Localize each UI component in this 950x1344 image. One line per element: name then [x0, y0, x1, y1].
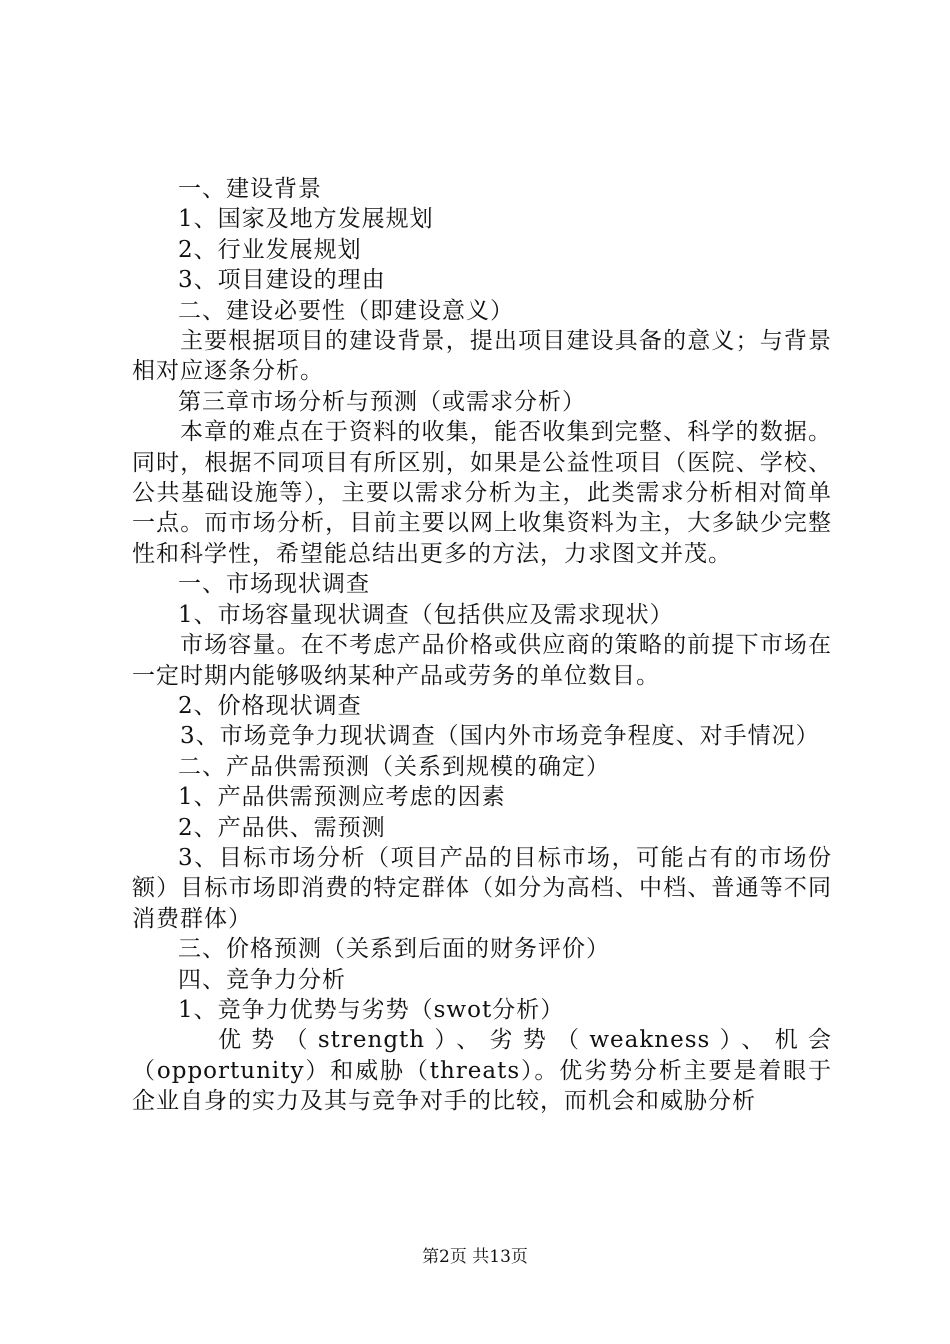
document-body	[132, 174, 832, 1117]
body-paragraph: 市场容量。在不考虑产品价格或供应商的策略的前提下市场在一定时期内能够吸纳某种产品或劳务的单位数目。	[132, 632, 832, 689]
list-item: 2、行业发展规划	[178, 236, 362, 263]
list-item: 1、国家及地方发展规划	[178, 206, 434, 233]
list-item: 1、市场容量现状调查（包括供应及需求现状）	[178, 601, 674, 628]
list-item: 1、产品供需预测应考虑的因素	[178, 784, 506, 811]
list-item: 1、竞争力优势与劣势（swot分析）	[178, 996, 565, 1023]
section-heading: 二、产品供需预测（关系到规模的确定）	[178, 753, 610, 780]
section-heading: 一、建设背景	[178, 176, 322, 202]
list-item: 3、目标市场分析（项目产品的目标市场，可能占有的市场份额）目标市场即消费的特定群体（如分为高档、中档、普通等不同消费群体）	[132, 844, 832, 932]
body-paragraph: 优势（strength）、劣势（weakness）、机会（opportunity）和威胁（threats）。优劣势分析主要是着眼于企业自身的实力及其与竞争对手的比较，而机会和威胁分析	[132, 1027, 832, 1115]
page-number-footer: 第2页 共13页	[422, 1247, 528, 1267]
section-heading: 三、价格预测（关系到后面的财务评价）	[178, 936, 610, 963]
body-paragraph: 主要根据项目的建设背景，提出项目建设具备的意义；与背景相对应逐条分析。	[132, 328, 832, 385]
list-item: 2、产品供、需预测	[178, 814, 386, 841]
list-item: 3、市场竞争力现状调查（国内外市场竞争程度、对手情况）	[180, 723, 820, 750]
section-heading: 二、建设必要性（即建设意义）	[178, 297, 514, 324]
section-heading: 四、竞争力分析	[178, 966, 346, 993]
list-item: 2、价格现状调查	[178, 692, 362, 719]
body-paragraph: 本章的难点在于资料的收集，能否收集到完整、科学的数据。同时，根据不同项目有所区别，如果是公益性项目（医院、学校、公共基础设施等），主要以需求分析为主，此类需求分析相对简单一点。而市场分析，目前主要以网上收集资料为主，大多缺少完整性和科学性，希望能总结出更多的方法，力求图文并茂。	[132, 419, 832, 567]
list-item: 3、项目建设的理由	[178, 267, 386, 294]
chapter-heading: 第三章市场分析与预测（或需求分析）	[178, 388, 586, 415]
section-heading: 一、市场现状调查	[178, 571, 370, 598]
